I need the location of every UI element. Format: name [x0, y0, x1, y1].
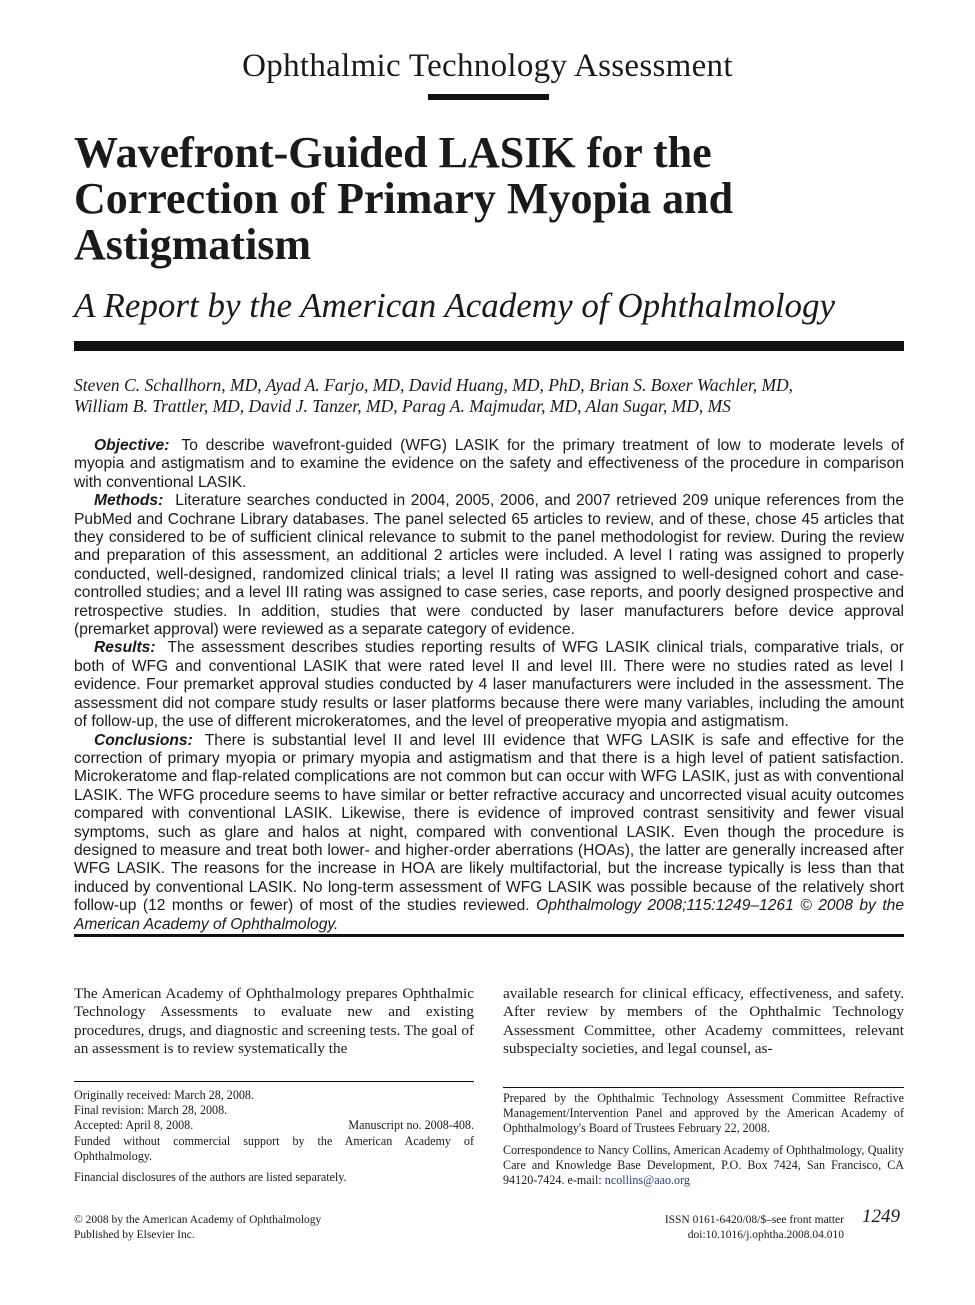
footnote-rule-left: [74, 1081, 474, 1082]
objective-text: To describe wavefront-guided (WFG) LASIK for the primary treatment of low to moderate levels of myopia and astigmatism and to examine the evidence on the safety and effectiveness of the procedure in comparison with conventional LASIK.: [74, 437, 904, 491]
results-label: Results:: [94, 639, 156, 657]
title-divider: [74, 341, 904, 351]
issn-line: ISSN 0161-6420/08/$–see front matter: [664, 1214, 844, 1226]
disclosures-note: Financial disclosures of the authors are listed separately.: [74, 1170, 347, 1185]
accepted-row: [74, 1118, 474, 1133]
methods-label: Methods:: [94, 492, 164, 510]
publisher-line: Published by Elsevier Inc.: [74, 1229, 195, 1241]
correspondence-text: Correspondence to Nancy Collins, American Academy of Ophthalmology, Quality Care and Knowledge Base Development, P.O. Box 7424, San Francisco, CA 94120-7424. e-mail:: [503, 1142, 904, 1188]
title-line: Astigmatism: [74, 220, 312, 269]
body-column-right: available research for clinical efficacy, effectiveness, and safety. After review by members of the Ophthalmic Technology Assessment Committee, other Academy committees, relevant subspecialty societies, and legal counsel, as-: [503, 985, 904, 1057]
copyright-line: © 2008 by the American Academy of Ophthalmology: [74, 1214, 322, 1226]
author-line: Steven C. Schallhorn, MD, Ayad A. Farjo, MD, David Huang, MD, PhD, Brian S. Boxer Wachler, MD,: [74, 375, 794, 395]
page-number: 1249: [862, 1206, 900, 1227]
doi-line: doi:10.1016/j.ophtha.2008.04.010: [687, 1229, 844, 1241]
header-rule: [428, 94, 549, 100]
abstract-conclusions: [74, 732, 904, 934]
issn-block: [560, 1213, 844, 1243]
body-column-left: The American Academy of Ophthalmology prepares Ophthalmic Technology Assessments to evaluate new and existing procedures, drugs, and diagnostic and screening tests. The goal of an assessment is to review systematically the: [74, 985, 474, 1057]
accepted-date: Accepted: April 8, 2008.: [74, 1118, 194, 1133]
abstract: [74, 437, 904, 934]
conclusions-label: Conclusions:: [94, 731, 193, 749]
copyright-block: [74, 1213, 494, 1243]
footnotes-left: [74, 1088, 474, 1185]
final-revision-date: Final revision: March 28, 2008.: [74, 1103, 228, 1118]
results-text: The assessment describes studies reporting results of WFG LASIK clinical trials, comparative trials, or both of WFG and conventional LASIK that were rated level II and level III. There were no studies rated as level I evidence. Four premarket approval studies conducted by 4 laser manufacturers were included in the assessment. The assessment did not compare study results or laser platforms because there were many variables, including the amount of follow-up, the use of different microkeratomes, and the level of preoperative myopia and astigmatism.: [74, 639, 904, 731]
title-line: Correction of Primary Myopia and: [74, 174, 734, 223]
objective-label: Objective:: [94, 437, 170, 454]
abstract-divider: [74, 934, 904, 937]
email-link[interactable]: ncollins@aao.org: [604, 1173, 690, 1188]
author-line: William B. Trattler, MD, David J. Tanzer, MD, Parag A. Majmudar, MD, Alan Sugar, MD, MS: [74, 396, 731, 416]
prepared-by-note: Prepared by the Ophthalmic Technology Assessment Committee Refractive Management/Intervention Panel and approved by the American Academy of Ophthalmology's Board of Trustees February 22, 2008.: [503, 1091, 904, 1136]
article-subtitle: A Report by the American Academy of Ophthalmology: [74, 286, 836, 325]
abstract-objective: [74, 437, 904, 492]
methods-text: Literature searches conducted in 2004, 2005, 2006, and 2007 retrieved 209 unique references from the PubMed and Cochrane Library databases. The panel selected 65 articles to review, and of these, chose 45 articles that they considered to be of sufficient clinical relevance to submit to the panel methodologist for review. During the review and preparation of this assessment, an additional 2 articles were included. A level I rating was assigned to properly conducted, well-designed, randomized clinical trials; a level II rating was assigned to well-designed cohort and case-controlled studies; and a level III rating was assigned to case series, case reports, and poorly designed prospective and retrospective studies. In addition, studies that were conducted by laser manufacturers before device approval (premarket approval) were reviewed as a separate category of evidence.: [74, 492, 904, 639]
footnotes-right: [503, 1091, 904, 1188]
correspondence-note: [503, 1143, 904, 1189]
section-header: Ophthalmic Technology Assessment: [242, 48, 733, 84]
conclusions-text: There is substantial level II and level III evidence that WFG LASIK is safe and effective for the correction of primary myopia or primary myopia and astigmatism and that there is a high level of patient satisfaction. Microkeratome and flap-related complications are not common but can occur with WFG LASIK, just as with conventional LASIK. The WFG procedure seems to have similar or better refractive accuracy and uncorrected visual acuity outcomes compared with conventional LASIK. Likewise, there is evidence of improved contrast sensitivity and fewer visual symptoms, such as glare and halos at night, compared with conventional LASIK. Even though the procedure is designed to measure and treat both lower- and higher-order aberrations (HOAs), the latter are generally increased after WFG LASIK. The reasons for the increase in HOA are likely multifactorial, but the increase typically is less than that induced by conventional LASIK. No long-term assessment of WFG LASIK was possible because of the relatively short follow-up (12 months or fewer) of most of the studies reviewed.: [74, 731, 904, 915]
manuscript-number: Manuscript no. 2008-408.: [348, 1118, 474, 1133]
footnote-rule-right: [503, 1087, 904, 1088]
abstract-results: [74, 639, 904, 731]
funding-note: Funded without commercial support by the American Academy of Ophthalmology.: [74, 1133, 474, 1163]
received-date: Originally received: March 28, 2008.: [74, 1088, 255, 1102]
abstract-methods: [74, 492, 904, 639]
author-list: [74, 375, 904, 417]
citation: Ophthalmology 2008;115:1249–1261 © 2008 by the American Academy of Ophthalmology.: [74, 897, 904, 933]
article-title: [74, 130, 894, 268]
title-line: Wavefront-Guided LASIK for the: [74, 128, 712, 177]
